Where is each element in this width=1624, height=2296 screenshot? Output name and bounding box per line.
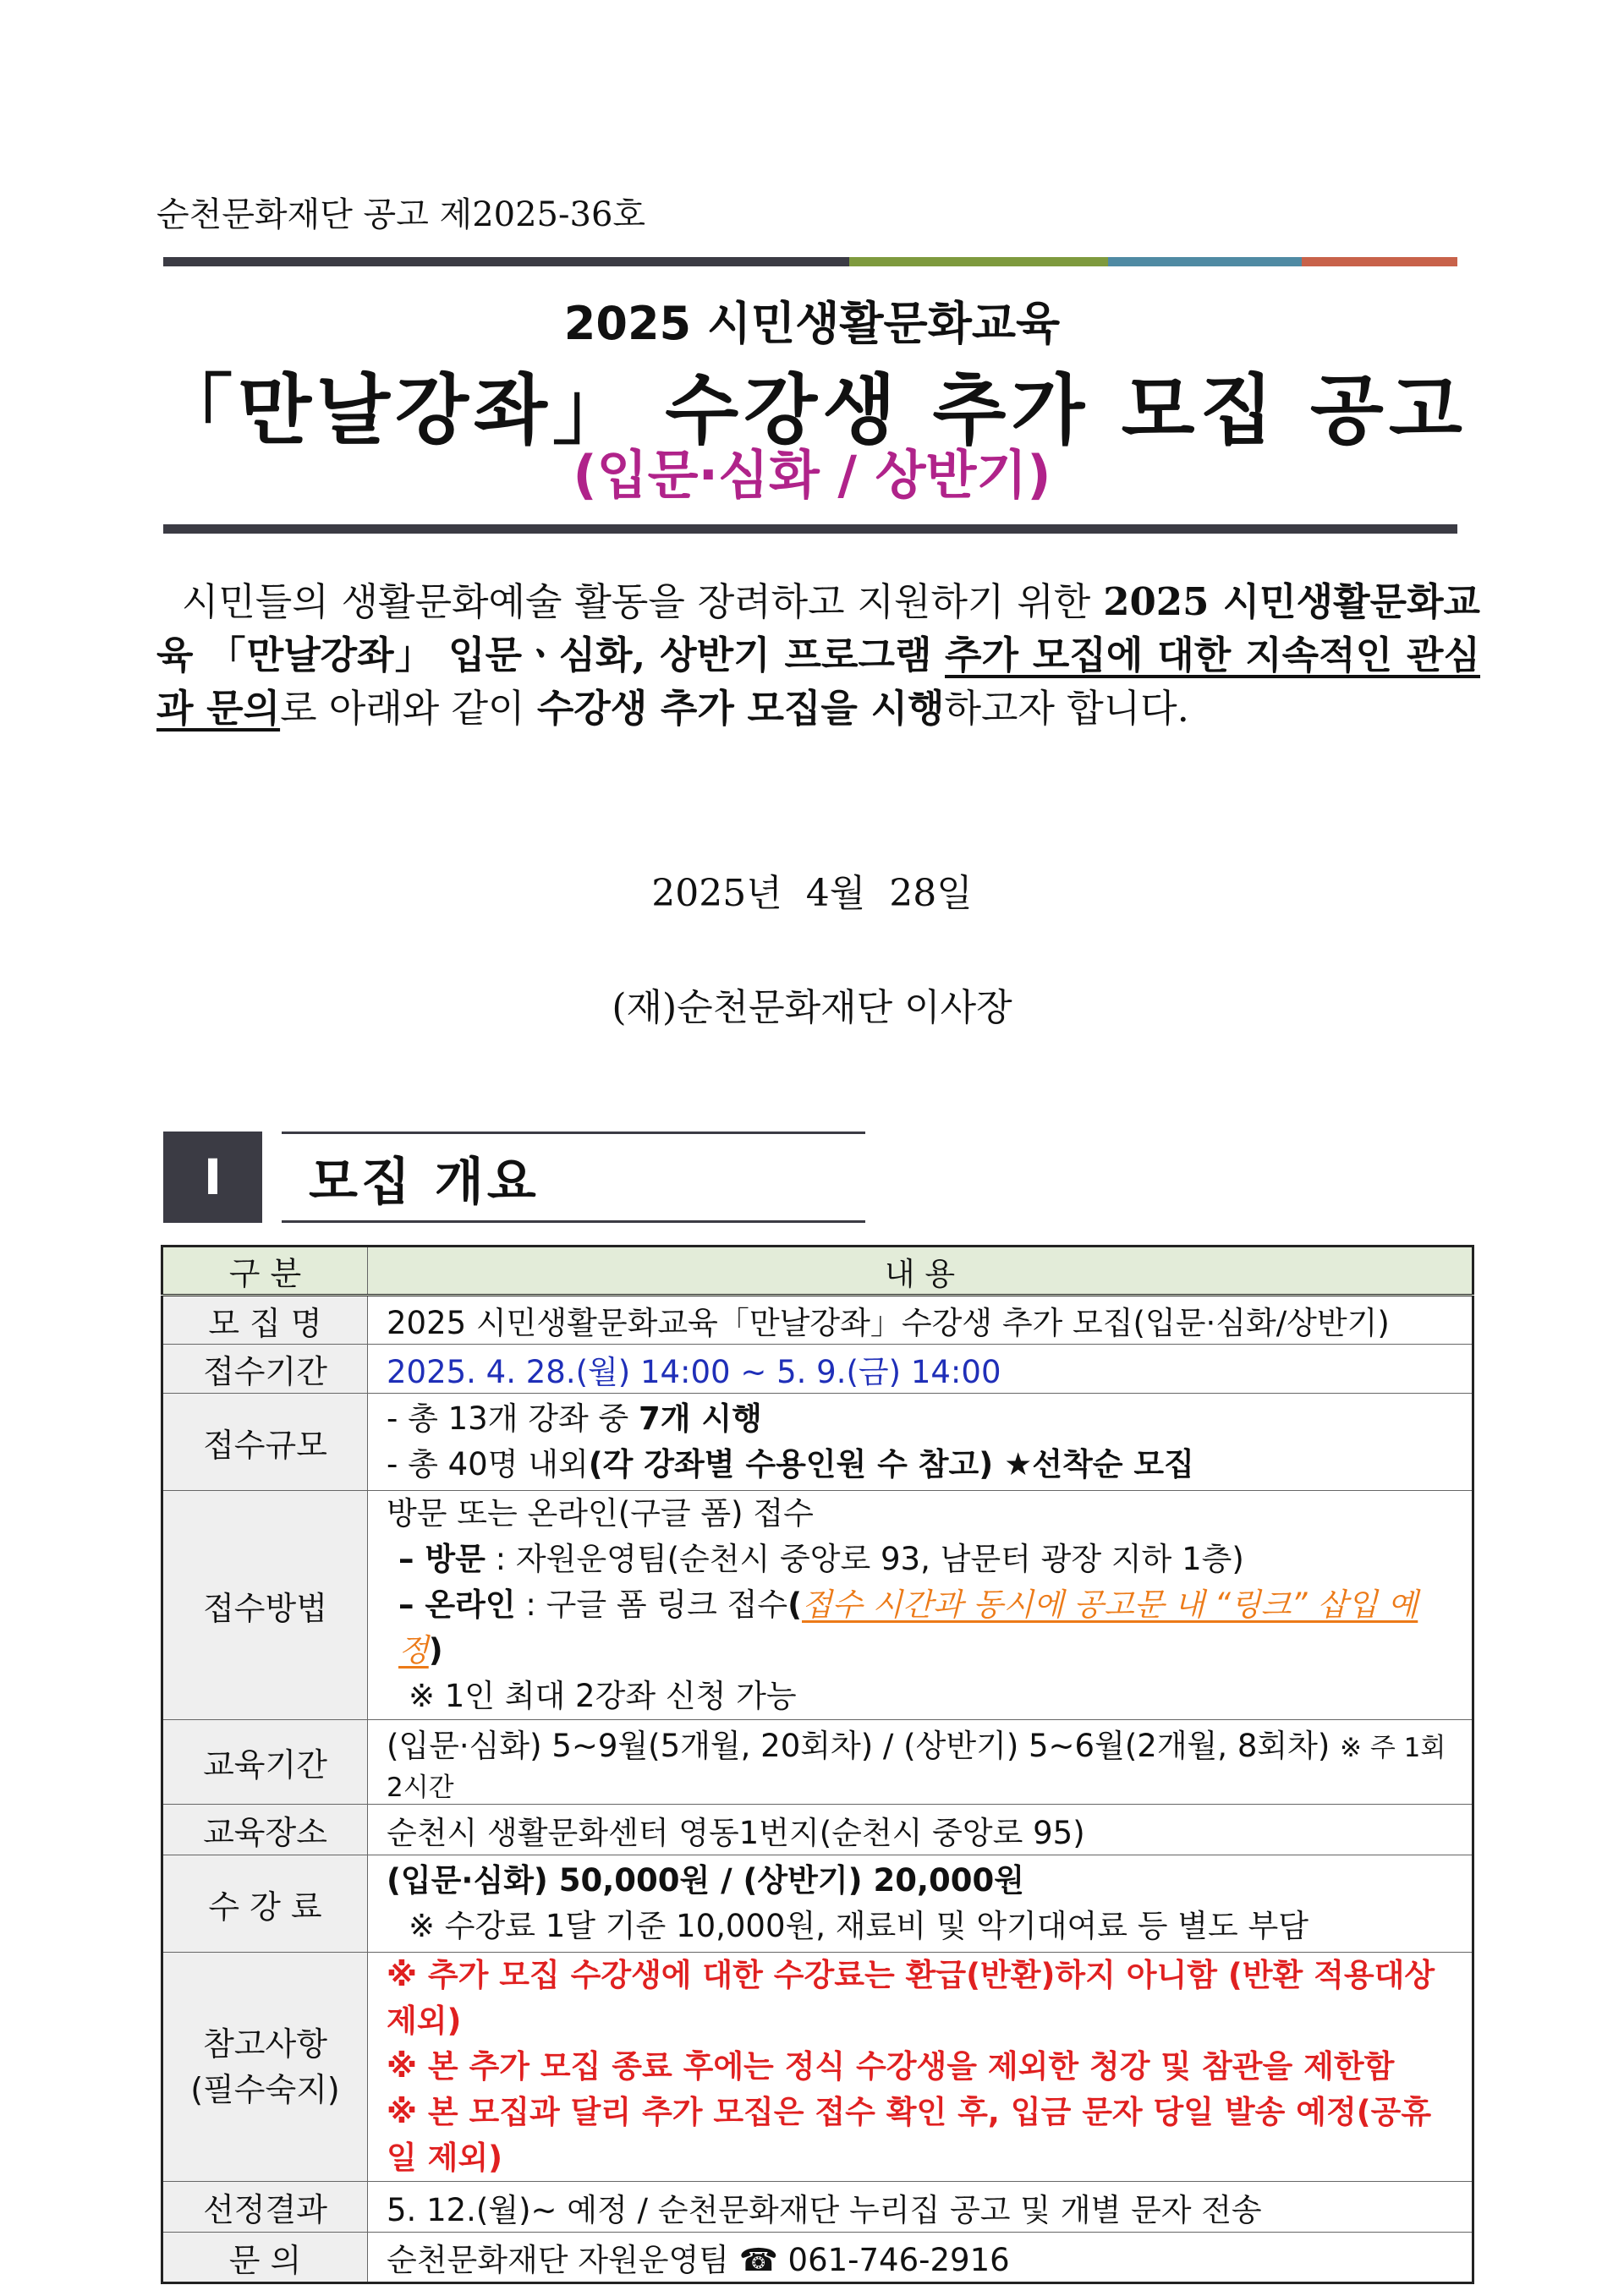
header-value: 내 용 (368, 1247, 1473, 1296)
table-header-row (162, 1247, 1473, 1296)
row-key: 접수기간 (162, 1345, 368, 1394)
row-value (368, 1720, 1473, 1805)
notes-key-1: 참고사항 (203, 2025, 327, 2063)
row-key: 교육장소 (162, 1805, 368, 1855)
row-value (368, 1953, 1473, 2182)
title-line-1: 2025 시민생활문화교육 (563, 297, 1061, 350)
notice-date: 2025년 4월 28일 (651, 872, 973, 915)
method-line-3e: ) (428, 1632, 443, 1669)
intro-text-1: 시민들의 생활문화예술 활동을 장려하고 지원하기 위한 (181, 579, 1104, 624)
table-row (162, 1855, 1473, 1953)
table-row (162, 1491, 1473, 1720)
section-title: 모집 개요 (309, 1153, 540, 1212)
table-row (162, 1345, 1473, 1394)
row-key: 접수방법 (162, 1491, 368, 1720)
bottom-rule (163, 524, 1457, 534)
section-top-line (282, 1132, 865, 1134)
notes-line-3: ※ 본 모집과 달리 추가 모집은 접수 확인 후, 입금 문자 당일 발송 예정(공휴일 제외) (387, 2094, 1432, 2176)
issuer: (재)순천문화재단 이사장 (612, 986, 1012, 1029)
table-row (162, 2182, 1473, 2233)
intro-text-7: 하고자 합니다. (944, 686, 1189, 731)
edu-period-note: ※ 주 1회 2시간 (387, 1733, 1446, 1803)
row-value (368, 2233, 1473, 2283)
contact-text: 순천문화재단 자원운영팀 (387, 2242, 739, 2278)
notice-number: 순천문화재단 공고 제2025-36호 (156, 195, 646, 234)
row-key: 선정결과 (162, 2182, 368, 2233)
method-line-2b: : 자원운영팀(순천시 중앙로 93, 남문터 광장 지하 1층) (485, 1541, 1244, 1577)
edu-period-text: (입문·심화) 5~9월(5개월, 20회차) / (상반기) 5~6월(2개월, 8회차) (387, 1728, 1341, 1764)
method-link-note: 접수 시간과 동시에 공고문 내 “링크” 삽입 예정 (398, 1586, 1418, 1669)
table-row (162, 1953, 1473, 2182)
intro-text-5: 로 아래와 같이 (280, 686, 537, 731)
row-key: 문 의 (162, 2233, 368, 2283)
table-row (162, 1720, 1473, 1805)
contact-phone: 061-746-2916 (787, 2242, 1010, 2278)
section-number-badge: Ⅰ (163, 1132, 262, 1223)
scale-line-1a: - 총 13개 강좌 중 (387, 1400, 639, 1437)
notes-key-2: (필수숙지) (190, 2071, 340, 2108)
row-value: 2025. 4. 28.(월) 14:00 ~ 5. 9.(금) 14:00 (368, 1345, 1473, 1394)
row-value (368, 1855, 1473, 1953)
row-value: 순천시 생활문화센터 영동1번지(순천시 중앙로 95) (368, 1805, 1473, 1855)
row-value: 2025 시민생활문화교육「만날강좌」수강생 추가 모집(입문·심화/상반기) (368, 1296, 1473, 1345)
table-row (162, 2233, 1473, 2283)
row-value: 5. 12.(월)~ 예정 / 순천문화재단 누리집 공고 및 개별 문자 전송 (368, 2182, 1473, 2233)
table-row (162, 1296, 1473, 1345)
method-line-4: ※ 1인 최대 2강좌 신청 가능 (409, 1678, 797, 1714)
section-bottom-line (282, 1220, 865, 1223)
row-value (368, 1394, 1473, 1491)
phone-icon: ☎ (738, 2242, 788, 2278)
recruitment-overview-table (161, 1245, 1474, 2284)
row-key: 수 강 료 (162, 1855, 368, 1953)
intro-text-4: 추가 모집에 대한 지속적인 관심과 문의 (156, 633, 1481, 731)
method-line-3c: ( (787, 1586, 802, 1623)
scale-line-2a: - 총 40명 내외 (387, 1446, 589, 1482)
fee-line-2: ※ 수강료 1달 기준 10,000원, 재료비 및 악기대여료 등 별도 부담 (409, 1908, 1309, 1944)
row-key: 모 집 명 (162, 1296, 368, 1345)
method-line-3a: – 온라인 (398, 1586, 516, 1623)
method-line-3b: : 구글 폼 링크 접수 (515, 1586, 788, 1623)
title-line-3: (입문·심화 / 상반기) (573, 444, 1051, 506)
scale-line-2b: (각 강좌별 수용인원 수 참고) ★선착순 모집 (588, 1446, 1194, 1482)
header-key: 구 분 (162, 1247, 368, 1296)
row-key: 접수규모 (162, 1394, 368, 1491)
notes-line-1: ※ 추가 모집 수강생에 대한 수강료는 환급(반환)하지 아니함 (반환 적용대상 제외) (387, 1957, 1435, 2039)
method-line-2a: – 방문 (398, 1541, 486, 1577)
scale-line-1b: 7개 시행 (638, 1400, 762, 1437)
table-row (162, 1805, 1473, 1855)
top-color-rule (163, 257, 1457, 266)
fee-line-1: (입문·심화) 50,000원 / (상반기) 20,000원 (387, 1862, 1024, 1899)
title-line-2: 「만날강좌」 수강생 추가 모집 공고 (156, 366, 1468, 455)
table-row (162, 1394, 1473, 1491)
row-value (368, 1491, 1473, 1720)
intro-text-2: 2025 시민생활문화교육 「만날강좌」 입문ㆍ심화, 상반기 프로그램 (156, 579, 1481, 677)
method-line-1: 방문 또는 온라인(구글 폼) 접수 (387, 1495, 814, 1532)
notes-line-2: ※ 본 추가 모집 종료 후에는 정식 수강생을 제외한 청강 및 참관을 제한함 (387, 2048, 1395, 2085)
intro-text-6: 수강생 추가 모집을 시행 (536, 686, 945, 731)
intro-text-3 (931, 633, 945, 677)
row-key: 교육기간 (162, 1720, 368, 1805)
intro-paragraph (156, 575, 1480, 735)
row-key (162, 1953, 368, 2182)
